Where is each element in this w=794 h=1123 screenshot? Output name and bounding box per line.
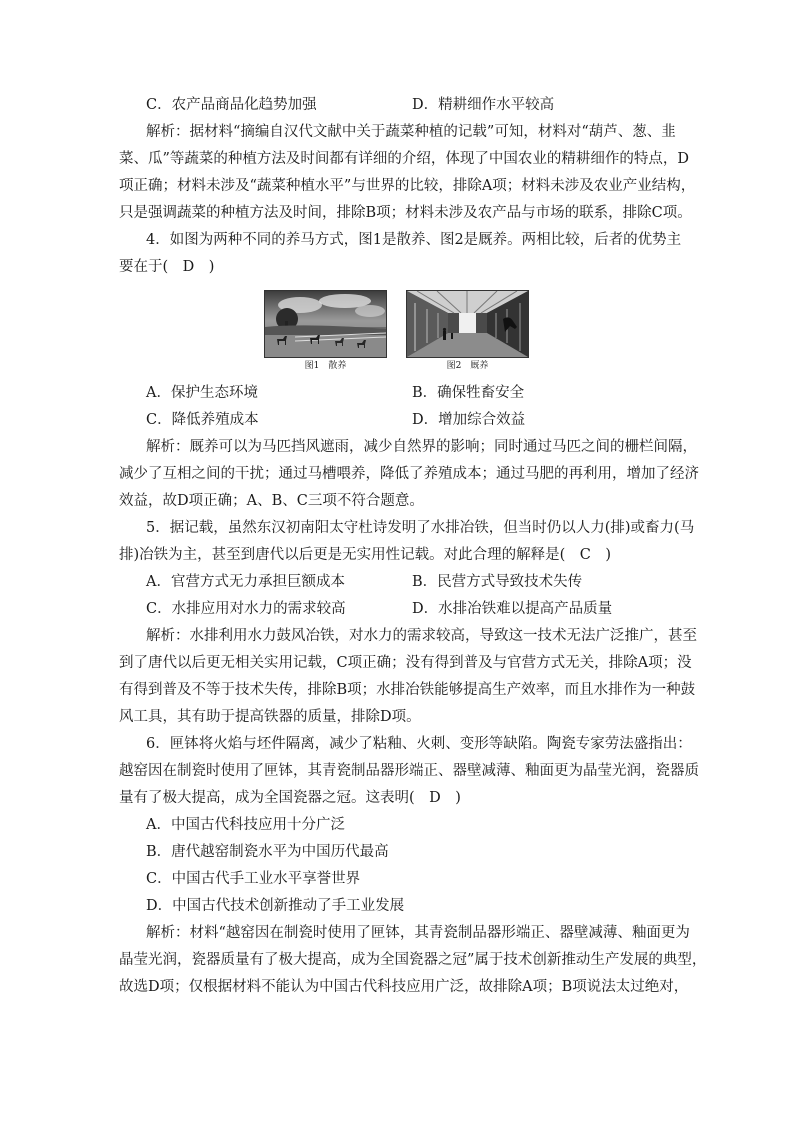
question-6-line3: 量有了极大提高，成为全国瓷器之冠。这表明( D )	[119, 790, 461, 806]
option-a-q5: A．官营方式无力承担巨额成本	[146, 574, 345, 590]
free-range-illustration	[265, 291, 386, 357]
free-range-photo	[264, 290, 387, 358]
figure-2	[406, 290, 529, 371]
option-c-q4: C．降低养殖成本	[146, 412, 259, 428]
option-b-q6: B．唐代越窑制瓷水平为中国历代最高	[146, 844, 389, 860]
question-6-line2: 越窑因在制瓷时使用了匣钵，其青瓷制品器形端正、器壁减薄、釉面更为晶莹光润，瓷器质	[119, 763, 699, 779]
analysis-q4-line2: 减少了互相之间的干扰；通过马槽喂养，降低了养殖成本；通过马肥的再利用，增加了经济	[119, 466, 699, 482]
option-a-q4: A．保护生态环境	[146, 385, 258, 401]
question-4-line1: 4．如图为两种不同的养马方式，图1是散养、图2是厩养。两相比较，后者的优势主	[146, 232, 682, 248]
analysis-q3-line4: 只是强调蔬菜的种植方法及时间，排除B项；材料未涉及农产品与市场的联系，排除C项。	[119, 205, 692, 221]
figure-2-caption: 图2 厩养	[446, 361, 489, 371]
option-c-q5: C．水排应用对水力的需求较高	[146, 601, 346, 617]
analysis-q3-line2: 菜、瓜”等蔬菜的种植方法及时间都有详细的介绍，体现了中国农业的精耕细作的特点，D	[119, 151, 690, 167]
figure-1-caption: 图1 散养	[304, 361, 347, 371]
option-b-q4: B．确保牲畜安全	[412, 385, 525, 401]
question-5-line1: 5．据记载，虽然东汉初南阳太守杜诗发明了水排冶铁，但当时仍以人力(排)或畜力(马	[146, 520, 695, 536]
option-a-q6: A．中国古代科技应用十分广泛	[146, 817, 345, 833]
option-c-q3: C．农产品商品化趋势加强	[146, 97, 317, 113]
analysis-q5-line4: 风工具，其有助于提高铁器的质量，排除D项。	[119, 709, 421, 725]
analysis-q3-line1: 解析：据材料“摘编自汉代文献中关于蔬菜种植的记载”可知，材料对“葫芦、葱、韭	[146, 124, 676, 140]
analysis-q5-line3: 有得到普及不等于技术失传，排除B项；水排冶铁能够提高生产效率，而且水排作为一种鼓	[119, 682, 696, 698]
stable-illustration	[407, 291, 528, 357]
option-d-q6: D．中国古代技术创新推动了手工业发展	[146, 898, 405, 914]
question-6-line1: 6．匣钵将火焰与坯件隔离，减少了粘釉、火刺、变形等缺陷。陶瓷专家劳法盛指出：	[146, 736, 692, 752]
analysis-q5-line1: 解析：水排利用水力鼓风冶铁，对水力的需求较高，导致这一技术无法广泛推广，甚至	[146, 628, 697, 644]
analysis-q6-line1: 解析：材料“越窑因在制瓷时使用了匣钵，其青瓷制品器形端正、器壁减薄、釉面更为	[146, 925, 690, 941]
option-b-q5: B．民营方式导致技术失传	[412, 574, 583, 590]
stable-photo	[406, 290, 529, 358]
analysis-q4-line3: 效益，故D项正确；A、B、C三项不符合题意。	[119, 493, 424, 509]
analysis-q6-line3: 故选D项；仅根据材料不能认为中国古代科技应用广泛，故排除A项；B项说法太过绝对，	[119, 979, 689, 995]
question-5-line2: 排)冶铁为主，甚至到唐代以后更是无实用性记载。对此合理的解释是( C )	[119, 547, 612, 563]
analysis-q3-line3: 项正确；材料未涉及“蔬菜种植水平”与世界的比较，排除A项；材料未涉及农业产业结构，	[119, 178, 696, 194]
analysis-q4-line1: 解析：厩养可以为马匹挡风遮雨，减少自然界的影响；同时通过马匹之间的栅栏间隔，	[146, 439, 697, 455]
option-c-q6: C．中国古代手工业水平享誉世界	[146, 871, 361, 887]
question-4-line2: 要在于( D )	[119, 259, 215, 275]
figure-1	[264, 290, 387, 371]
option-d-q5: D．水排冶铁难以提高产品质量	[412, 601, 613, 617]
analysis-q5-line2: 到了唐代以后更无相关实用记载，C项正确；没有得到普及与官营方式无关，排除A项；没	[119, 655, 692, 671]
analysis-q6-line2: 晶莹光润，瓷器质量有了极大提高，成为全国瓷器之冠”属于技术创新推动生产发展的典型，	[119, 952, 707, 968]
option-d-q4: D．增加综合效益	[412, 412, 526, 428]
option-d-q3: D．精耕细作水平较高	[412, 97, 555, 113]
